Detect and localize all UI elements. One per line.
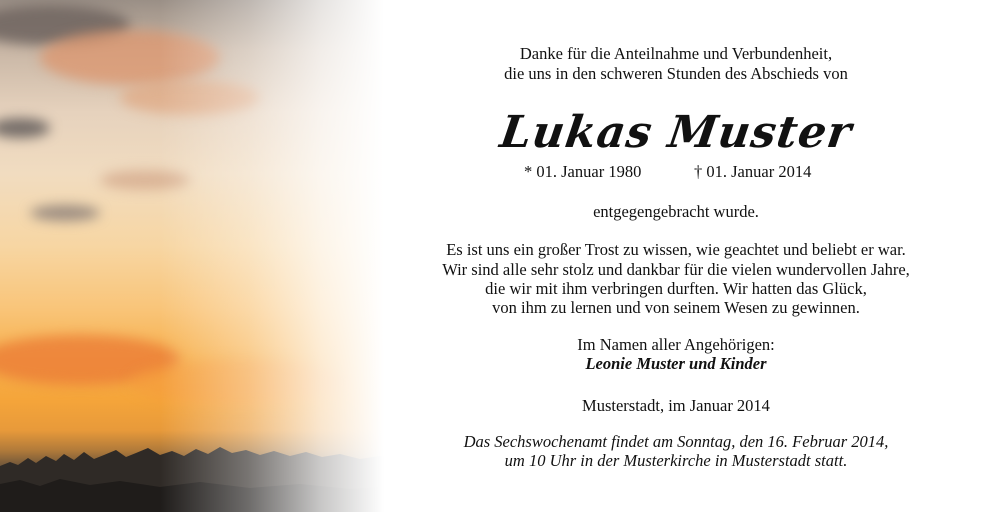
card-text bbox=[400, 0, 952, 512]
signature-names: Leonie Muster und Kinder bbox=[585, 354, 767, 373]
message-line-3: die wir mit ihm verbringen durften. Wir hatten das Glück, bbox=[485, 279, 867, 298]
birth-date: * 01. Januar 1980 bbox=[524, 162, 642, 181]
intro-line-2: die uns in den schweren Stunden des Abschieds von bbox=[504, 64, 848, 83]
message-line-2: Wir sind alle sehr stolz und dankbar für die vielen wundervollen Jahre, bbox=[442, 260, 910, 279]
death-date: † 01. Januar 2014 bbox=[694, 162, 812, 181]
continuation-line: entgegengebracht wurde. bbox=[593, 202, 759, 221]
message-line-1: Es ist uns ein großer Trost zu wissen, wie geachtet und beliebt er war. bbox=[446, 240, 906, 259]
place-date: Musterstadt, im Januar 2014 bbox=[582, 396, 770, 415]
sunset-photo bbox=[0, 0, 400, 512]
deceased-name: Lukas Muster bbox=[496, 107, 856, 158]
service-line-2: um 10 Uhr in der Musterkirche in Musterstadt statt. bbox=[504, 451, 848, 470]
message-line-4: von ihm zu lernen und von seinem Wesen zu gewinnen. bbox=[492, 298, 860, 317]
service-line-1: Das Sechswochenamt findet am Sonntag, den 16. Februar 2014, bbox=[463, 432, 889, 451]
intro-line-1: Danke für die Anteilnahme und Verbundenheit, bbox=[519, 44, 833, 63]
white-fade-overlay bbox=[0, 0, 400, 512]
life-dates bbox=[400, 162, 952, 182]
signature-intro: Im Namen aller Angehörigen: bbox=[577, 335, 775, 354]
